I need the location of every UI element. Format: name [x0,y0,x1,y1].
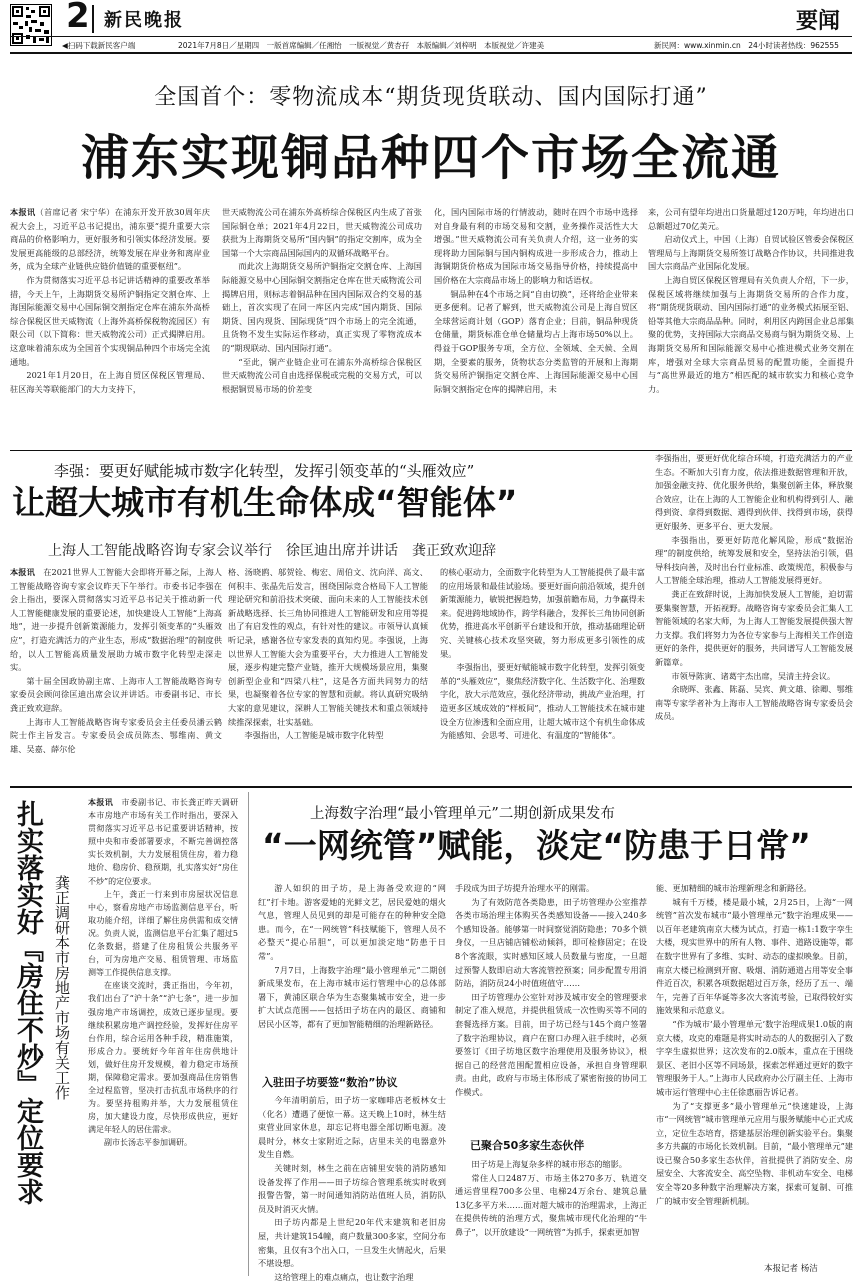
article1-column-3: 化，国内国际市场的行情波动，随时在四个市场中选择对自身最有利的市场交易和交割，业务操作灵活性大大增强。”世天威物流公司有关负责人介绍，这一业务的实现将助力国际铜与国内铜构成进一步形成合力，推动上海铜期货价格成为国际市场交易指导价格，持续提高中国价格在大宗商品市场上的影响力和话语权。 铜品种在4个市场之间“自由切换”，还将给企业带来更多便利。记者了解到，世天威物流公司是上海自贸区全球营运商计划（GOP）落育企业；目前，铜品种现货仓储量，期货标准仓单仓储量均占上海市场50%以上。得益于GOP服务专项，全方位、全领域、全天候、全周期，全要素的服务，货物状态分类监管的开展和上海期货交易所沪铜指定交割仓库、上海国际能源交易中心国际铜交割指定仓库的揭牌启用，未 [434,207,638,394]
article4-column-2-bottom: 田子坊是上海复杂多样的城市形态的缩影。 常住人口2487万、市场主体270多万、轨道交通运营里程700多公里、电梯24万余台、建筑总量13亿多平方米……面对超大城市的治理需求，上海正在提供传统的治理方式，聚焦城市现代化治理的“牛鼻子”，以开放建设“一网统管”为抓手，探索更加智 [455,1159,647,1237]
qr-code-icon [11,5,51,45]
article1-headline: 浦东实现铜品种四个市场全流通 [80,130,781,186]
qr-code[interactable] [10,4,52,46]
article4-column-1-bottom: 今年清明前后，田子坊一家咖啡店老板林女士（化名）遭遇了便惊一幕。这天晚上10时，林生结束营业回家休息，却忘记将电器全部切断电源。凌晨时分，林女士家附近之际，店里未关的电器意外发生自燃。 关键时刻，林生之前在店铺里安装的消防感知设备发挥了作用——田子坊综合管理系统实时收到报警告警，第一时间通知消防站值班人员，消防队员及时消灭火情。 田子坊内都是上世纪20年代末建筑和老旧房屋，共计建筑154幢，商户数量300多家，空间分布密集，且仅有3个出入口，一旦发生火情起火，后果不堪设想。 这给管理上的难点痛点，也让数字治理 [258,1095,446,1282]
article1-bottom-rule [10,450,852,451]
masthead-divider [92,5,94,33]
page-number: 2 [66,0,90,36]
article3-column: 本报讯 市委副书记、市长龚正昨天调研本市房地产市场有关工作时指出，要深入贯彻落实习近平总书记重要讲话精神，按照中央和市委部署要求，不断完善调控落实长效机制，大力发展租赁住房，着力稳地价、稳房价、稳预期，扎实落实好“房住不炒”的定位要求。 上午，龚正一行来到市房屋状况信息中心，察看房地产市场监测信息平台，听取功能介绍，详细了解住房供需和成交情况。负责人说，监测信息平台汇集了超过5亿条数据，搭建了住房租赁公共服务平台，可为房地产交易、租赁管理、市场监测等工作提供信息支撑。 在座谈交流时，龚正指出，今年初，我们出台了“沪十条”“沪七条”，进一步加强房地产市场调控，成效已逐步显现。要继续积累房地产调控经验，发挥好住房平台作用，综合运用各种手段，精准施策，形成合力。要统好今年首年住房供地计划，做好住房开发规模，着力稳定市场预期，保障稳定需求。要加强商品住房销售全过程监管，坚决打击抗乱市场秩序的行为。要坚持租购并举，大力发展租赁住房，加大建设力度，尽快形成供应，更好满足年轻人的居住需求。 副市长汤志平参加调研。 [88,798,239,1148]
article4-headline: “一网统管”赋能，淡定“防患于日常” [262,826,811,865]
paper-name: 新民晚报 [104,10,184,31]
article2-subhead: 上海人工智能战略咨询专家会议举行 徐匡迪出席并讲话 龚正致欢迎辞 [48,543,496,559]
article4-byline: 本报记者 杨洁 [764,1264,818,1274]
website-hotline: 新民网：www.xinmin.cn 24小时读者热线：962555 [654,41,839,50]
article2-column-2: 格、汤晓鸥、邬贺铨、梅宏、周伯文、沈向洋、高文、何积丰、张晶先后发言，围绕国际竞合格局下人工智能理论研究和前沿技术突破、面向未来的人工智能技术创新战略选择、长三角协同推进人工智能研发和应用等提出了有启发性的观点，有针对性的建议。市领导认真倾听记录，感谢各位专家发表的真知灼见。李强说，上海以世界人工智能大会为重要平台，大力推进人工智能发展，逐步构建完整产业链，推开大规模场景应用，集聚创新型企业和“四梁八柱”，这是各方面共同努力的结果，也凝聚着各位专家的智慧和贡献。将认真研究吸纳大家的意见建议，深耕人工智能关键技术和重点领域持续推深探索，壮实基础。 李强指出，人工智能是城市数字化转型 [228,567,428,741]
article4-column-1-top: 游人如织的田子坊，是上海备受欢迎的“网红”打卡地。游客爱她的光鲜文艺，居民爱她的烟火气息，管理人员见到的却是可能存在的种种安全隐患。而今，在“一网统管”科技赋能下，管理人员不必整天“提心吊胆”，可以更加淡定地“防患于日常”。 7月7日，上海数字治理“最小管理单元”二期创新成果发布，在上海市城市运行管理中心的总体部署下，黄浦区联合华为生态聚集城市安全，进一步扩大试点范围——包括田子坊在内的最区、商铺和居民小区等，都有了更加智能精细的治理新路径。 [258,883,446,1029]
section-label: 要闻 [796,8,841,34]
article4-kicker: 上海数字治理“最小管理单元”二期创新成果发布 [310,806,615,822]
edition-info: 2021年7月8日／星期四 一版首席编辑／任湘怡 一版视觉／黄杏孖 本版编辑／刘梓明 本版视觉／许建美 [178,41,545,50]
article4-subhead-2: 已聚合50多家生态伙伴 [470,1139,585,1152]
article2-column-1: 本报讯 在2021世界人工智能大会即将开幕之际，上海人工智能战略咨询专家会议昨天下午举行。市委书记李强在会上指出，要深入贯彻落实习近平总书记关于推动新一代人工智能健康发展的重要论述，加快建设人工智能“上海高地”，进一步提升创新策源能力，发挥引领变革的“头雁效应”，打造充满活力的产业生态，形成“数据治理”的制度供给，以人工智能高质量发展助力城市数字化转型走深走实。 第十届全国政协副主席、上海市人工智能战略咨询专家委员会顾问徐匡迪出席会议并讲话。市委副书记、市长龚正致欢迎辞。 上海市人工智能战略咨询专家委员会主任委员潘云鹤院士作主旨发言。专家委员会成员陈杰、鄂维南、黄文雄、吴嘉、薛尔伦 [10,567,222,754]
article4-column-2-top: 手段成为田子坊提升治理水平的刚需。 为了有效防范各类隐患，田子坊管理办公室推荐各类市场治理主体购买各类感知设备——接入240多个感知设备。能够第一时间察觉消防隐患；70多个锁身仪，一旦店铺店铺松动倾斜，即可检修固定；在设8个客流眼，实时感知区域人员数量与密度，一旦超过预警人数即启动大客流管控预案；同步配置专用消防站，消防员24小时值班值守…… 田子坊管理办公室针对涉及城市安全的管理要求制定了准入规范，并提供租赁成一次性购买等不同的套餐选择方案。目前，田子坊已经与145个商户签署了数字治理协议，商户在窗口办理入驻手续时，必须要签订《田子坊地区数字治理使用及服务协议》，根据自己的经营范围配置相应设备，承担自身管理职责。由此，政府与市场主体形成了紧密衔接的协同工作模式。 [455,883,647,1097]
qr-caption: ◀扫码下载新民客户端 [62,41,136,50]
article3-vertical-subtitle: 龚正调研本市房地产市场有关工作 [53,875,71,1100]
article4-subhead-1: 入驻田子坊要签“数治”协议 [262,1076,398,1089]
article1-kicker: 全国首个：零物流成本“期货现货联动、国内国际打通” [154,85,708,110]
masthead-bottom-rule [10,52,852,54]
article2-headline: 让超大城市有机生命体成“智能体” [12,483,518,522]
article3-divider [248,792,249,1276]
article2-bottom-rule [10,786,852,788]
article2-column-3: 的核心驱动力，全面数字化转型为人工智能提供了最丰富的应用场景和最佳试验场。要更好面向前沿领域，提升创新策源能力，敏锐把握趋势，加强前瞻布局，力争赢得未来。促进跨地域协作，跨学科融合，发挥长三角协同创新优势，推进高水平创新平台建设和开放，推动基础理论研究、关键核心技术攻坚突破，努力形成更多引领性的成果。 李强指出，要更好赋能城市数字化转型，发挥引领变革的“头雁效应”，聚焦经济数字化、生活数字化、治理数字化，放大示范效应，强化经济带动，挑战产业治理，打造更多区域成效的“样板间”，推动人工智能技术在城市建设全方位渗透和全面应用，让超大城市这个有机生命体成为能感知、会思考、可进化、有温度的“智能体”。 [440,567,645,741]
masthead-rule [10,36,852,37]
article1-column-1: 本报讯（首席记者 宋宁华）在浦东开发开放30周年庆祝大会上，习近平总书记提出，浦东要“提升重要大宗商品的价格影响力，更好服务和引领实体经济发展。要发展更高能级的总部经济，统筹发展在岸业务和离岸业务，成为全球产业链供应链价值链的重要枢纽”。 作为贯彻落实习近平总书记讲话精神的重要改革举措，今天上午，上海期货交易所沪铜指定交割仓库、上海国际能源交易中心国际铜交割指定仓库在浦东外高桥综合保税区世天威物流（上海外高桥保税物流园区）有限公司（以下简称：世天威物流公司）正式揭牌启用。这意味着浦东成为全国首个实现铜品种四个市场完全流通地。 2021年1月20日，在上海自贸区保税区管理局、驻区海关等联能部门的大力支持下， [10,207,210,394]
article2-column-4: 李强指出，要更好优化综合环境，打造充满活力的产业生态。不断加大引育力度，依法推进数据管理和开放，加强金融支持、优化服务供给，集聚创新主体，释放聚合效应，让在上海的人工智能企业和机构得到引人、融得到资、拿得到数据、遇得到伙伴、找得到市场，获得更好服务、更多平台、更大发展。 李强指出，要更好防范化解风险，形成“数据治理”的制度供给，统筹发展和安全，坚持法治引领，倡导科技向善，及时出台行业标准、政策规范，积极参与人工智能全球治理，推动人工智能发展得更好。 龚正在致辞时说，上海加快发展人工智能，迫切需要集聚智慧，开拓视野。战略咨询专家委员会汇集人工智能领域的名家大师，为上海人工智能发展提供强大智力支撑。我们将努力为各位专家参与上海相关工作创造更好的条件，提供更好的服务，共同谱写人工智能发展新篇章。 市领导陈寅、诸葛宇杰出席，吴清主持会议。 余晓晖、张鑫、陈磊、吴宾、黄文雄、徐卿、鄂维南等专家学者补为上海市人工智能战略咨询专家委员会成员。 [655,453,853,722]
article4-column-3: 能、更加精细的城市治理新理念和新路径。 城有千万楼，楼是最小城，2月25日，上海“一网统管”首次发布城市“最小管理单元”数字治理成果——以百年老建筑南京大楼为试点，打造一栋1:1数字孪生大楼，现实世界中的所有人物、事件、道路设施等，都在数字世界有了多维、实时、动态的虚拟映象。目前，南京大楼已检测到开窗、吸烟、消防通道占用等安全事件近百次，积累各项数据超过百万条，经历了五一、端午，完善了百年华诞等多次大客流考验，已取得较好实施效果和示范意义。 “作为城市‘最小管理单元’数字治理成果1.0版的南京大楼，攻克的难题是将实时动态的人的数据引入了数字孪生虚拟世界；这次发布的2.0版本，重点在于围绕景区、老旧小区等不同场景，探索怎样通过更好的数字管理服务于人。”上海市人民政府办公厅副主任、上海市城市运行管理中心主任徐惠丽告诉记者。 为了“支撑更多”最小管理单元“快速建设，上海市“一网统管”城市管理单元应用与服务赋能中心正式成立，定位生态培育，搭建基层治理创新实验平台。集聚多方共赢的市场化长效机制。目前，“最小管理单元”建设已聚合50多家生态伙伴，首批提供了消防安全、房屋安全、大客流安全、高空坠物、非机动车安全、电梯安全等20多种数字治理解决方案，探索可复制、可推广的城市安全管理新机制。 [656,883,853,1206]
article1-column-2: 世天威物流公司在浦东外高桥综合保税区内生成了首张国际铜仓单；2021年4月22日，世天威物流公司成功获批为上海期货交易所“国内铜”的指定交割库，成为全国第一个大宗商品国际国内的双循环战略平台。 而此次上海期货交易所沪铜指定交割仓库、上海国际能源交易中心国际铜交割指定仓库在世天威物流公司揭牌启用，则标志着铜品种在国内国际双合约交易的基础上，首次实现了在同一库区内完成“国内期货、国际期货、国内现货、国际现货”四个市场上的完全流通，且货物不发生实际运作移动，真正实现了零物流成本的“期现联动、国内国际打通”。 “至此，铜产业链企业可在浦东外高桥综合保税区世天威物流公司自由选择保税或完税的交易方式，可以根据铜贸易市场的价差变 [222,207,422,394]
article3-vertical-title: 扎实落实好『房住不炒』定位要求 [12,800,43,1205]
article1-column-4: 来，公司有望年均进出口货量超过120万吨，年均进出口总额超过70亿美元。 启动仪式上，中国（上海）自贸试验区管委会保税区管理局与上海期货交易所签订战略合作协议，共同推进我国大宗商品产业国际化发展。 上海自贸区保税区管理局有关负责人介绍，下一步，保税区域将继续加强与上海期货交易所的合作力度，将“期货现货联动、国内国际打通”的业务模式拓展至铝、铅等其他大宗商品品种。同时，利用区内跨国企业总部集聚的优势，支持国际大宗商品交易商与铜为期货交易、上海期货交易所和国际能源交易中心推进模式业务交割在库，增强对全球大宗商品贸易的配置功能，全面提升与“高世界最近的地方”相匹配的城市软实力和核心竞争力。 [648,207,854,394]
article2-kicker: 李强：要更好赋能城市数字化转型，发挥引领变革的“头雁效应” [54,462,475,480]
